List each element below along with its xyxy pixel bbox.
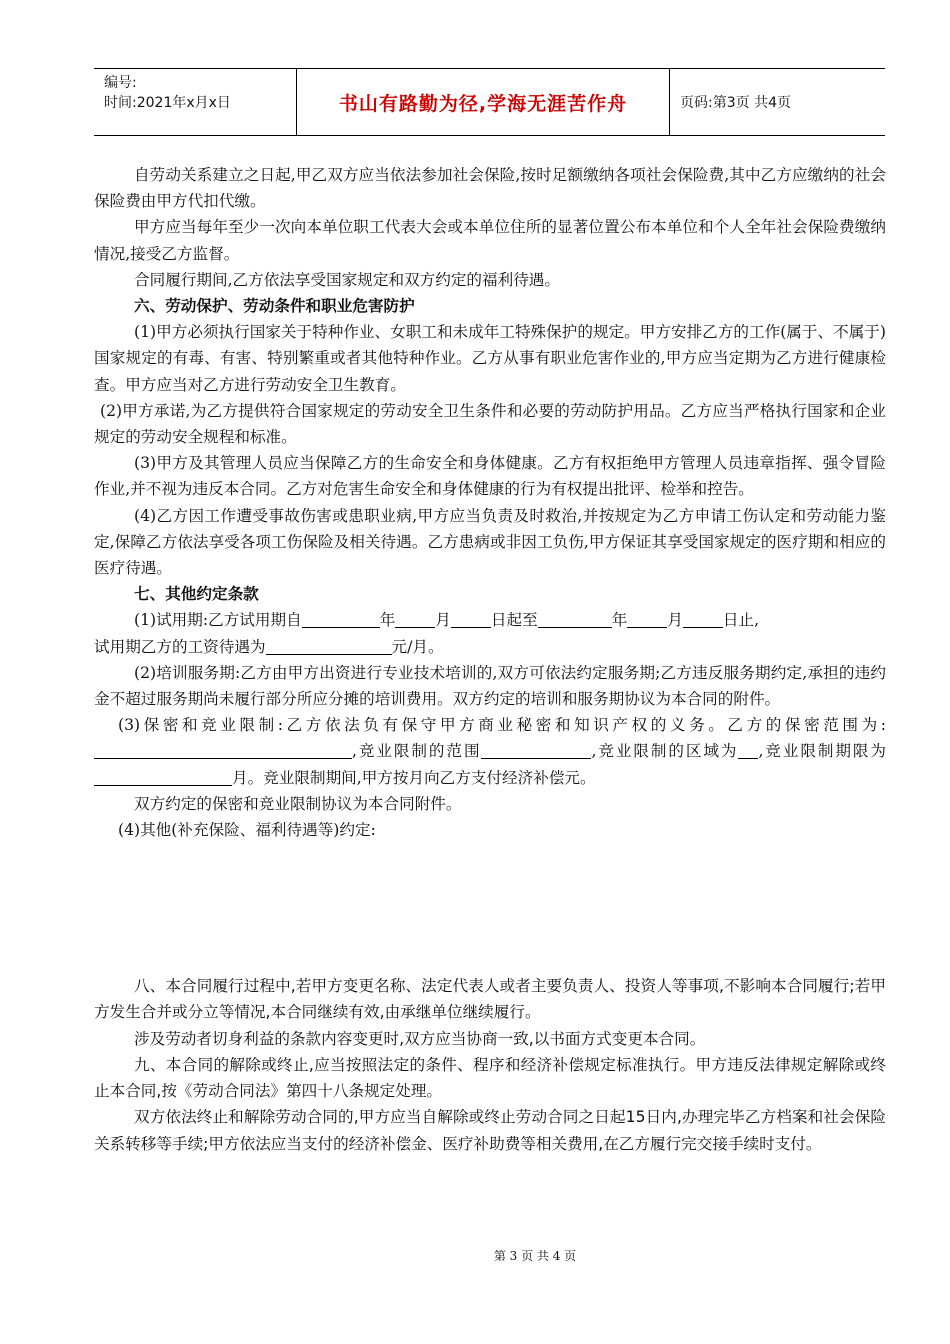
clause-7-1 xyxy=(94,607,886,659)
clause-7-3-text-a: (3)保密和竞业限制:乙方依法负有保守甲方商业秘密和知识产权的义务。乙方的保密范围为: xyxy=(118,716,886,735)
clause-6-2: (2)甲方承诺,为乙方提供符合国家规定的劳动安全卫生条件和必要的劳动防护用品。乙方应当严格执行国家和企业规定的劳动安全规程和标准。 xyxy=(94,401,886,447)
section-heading-6: 六、劳动保护、劳动条件和职业危害防护 xyxy=(134,297,415,316)
clause-6-3: (3)甲方及其管理人员应当保障乙方的生命安全和身体健康。乙方有权拒绝甲方管理人员违章指挥、强令冒险作业,并不视为违反本合同。乙方对危害生命安全和身体健康的行为有权提出批评、检举和控告。 xyxy=(94,454,886,499)
paragraph-welfare: 合同履行期间,乙方依法享受国家规定和双方约定的福利待遇。 xyxy=(134,270,560,289)
noncompete-scope-blank[interactable] xyxy=(481,740,591,759)
probation-end-year-blank[interactable] xyxy=(538,609,612,628)
probation-salary-blank[interactable] xyxy=(266,636,392,655)
header-motto: 书山有路勤为径,学海无涯苦作舟 xyxy=(297,69,670,135)
clause-7-3-text-e: 月。竞业限制期间,甲方按月向乙方支付经济补偿元。 xyxy=(232,768,596,787)
time-label: 时间:2021年x月x日 xyxy=(104,95,231,111)
clause-7-3-annex: 双方约定的保密和竞业限制协议为本合同附件。 xyxy=(134,794,462,813)
header-meta xyxy=(94,69,297,135)
page-header xyxy=(94,68,885,136)
clause-7-1-text-a: (1)试用期:乙方试用期自 xyxy=(134,611,302,630)
clause-7-1-text-b: 试用期乙方的工资待遇为 xyxy=(94,637,266,656)
clause-8: 八、本合同履行过程中,若甲方变更名称、法定代表人或者主要负责人、投资人等事项,不影响本合同履行;若甲方发生合并或分立等情况,本合同继续有效,由承继单位继续履行。 xyxy=(94,977,886,1022)
clause-7-3-text-d: ,竞业限制期限为 xyxy=(758,742,886,761)
clause-7-3-text-c: ,竞业限制的区域为 xyxy=(591,742,739,761)
probation-end-month-blank[interactable] xyxy=(627,609,667,628)
page-footer xyxy=(0,1247,950,1264)
day-label: 日起至 xyxy=(490,611,538,630)
paragraph-disclosure: 甲方应当每年至少一次向本单位职工代表大会或本单位住所的显著位置公布本单位和个人全年社会保险费缴纳情况,接受乙方监督。 xyxy=(94,218,886,263)
footer-page-number: 第 3 页 共 4 页 xyxy=(493,1249,577,1263)
document-body xyxy=(94,162,886,1157)
clause-9-termination: 双方依法终止和解除劳动合同的,甲方应当自解除或终止劳动合同之日起15日内,办理完毕乙方档案和社会保险关系转移等手续;甲方依法应当支付的经济补偿金、医疗补助费等相关费用,在乙方履行完交接手续时支付。 xyxy=(94,1108,886,1153)
clause-7-2: (2)培训服务期:乙方由甲方出资进行专业技术培训的,双方可依法约定服务期;乙方违反服务期约定,承担的违约金不超过服务期尚未履行部分所应分摊的培训费用。双方约定的培训和服务期协议为本合同的附件。 xyxy=(94,663,886,709)
confidentiality-scope-blank[interactable] xyxy=(94,740,352,759)
section-heading-7: 七、其他约定条款 xyxy=(134,585,259,604)
noncompete-period-blank[interactable] xyxy=(94,767,232,786)
clause-7-1-text-c: 元/月。 xyxy=(391,637,444,656)
probation-start-year-blank[interactable] xyxy=(302,609,380,628)
paragraph-social-insurance: 自劳动关系建立之日起,甲乙双方应当依法参加社会保险,按时足额缴纳各项社会保险费,其中乙方应缴纳的社会保险费由甲方代扣代缴。 xyxy=(94,166,886,211)
month-label: 月 xyxy=(667,611,683,630)
noncompete-region-blank[interactable] xyxy=(738,740,758,759)
probation-start-day-blank[interactable] xyxy=(451,609,491,628)
clause-7-3 xyxy=(94,712,886,791)
clause-9: 九、本合同的解除或终止,应当按照法定的条件、程序和经济补偿规定标准执行。甲方违反法律规定解除或终止本合同,按《劳动合同法》第四十八条规定处理。 xyxy=(94,1055,886,1101)
number-label: 编号: xyxy=(104,75,137,91)
clause-7-4: (4)其他(补充保险、福利待遇等)约定: xyxy=(118,821,376,840)
month-label: 月 xyxy=(435,611,451,630)
header-page-label: 页码:第3页 共4页 xyxy=(680,95,791,111)
year-label: 年 xyxy=(611,611,628,630)
clause-6-1: (1)甲方必须执行国家关于特种作业、女职工和未成年工特殊保护的规定。甲方安排乙方的工作(属于、不属于)国家规定的有毒、有害、特别繁重或者其他特种作业。乙方从事有职业危害作业的,甲方应当定期为乙方进行健康检查。甲方应当对乙方进行劳动安全卫生教育。 xyxy=(94,323,886,394)
clause-6-4: (4)乙方因工作遭受事故伤害或患职业病,甲方应当负责及时救治,并按规定为乙方申请工伤认定和劳动能力鉴定,保障乙方依法享受各项工伤保险及相关待遇。乙方患病或非因工负伤,甲方保证其享受国家规定的医疗期和相应的医疗待遇。 xyxy=(94,506,886,578)
clause-8-change: 涉及劳动者切身利益的条款内容变更时,双方应当协商一致,以书面方式变更本合同。 xyxy=(134,1029,706,1048)
blank-space xyxy=(94,843,886,973)
probation-end-day-blank[interactable] xyxy=(683,609,723,628)
year-label: 年 xyxy=(379,611,396,630)
day-label: 日止, xyxy=(722,611,760,630)
probation-start-month-blank[interactable] xyxy=(395,609,435,628)
clause-7-3-text-b: ,竞业限制的范围 xyxy=(352,742,482,761)
